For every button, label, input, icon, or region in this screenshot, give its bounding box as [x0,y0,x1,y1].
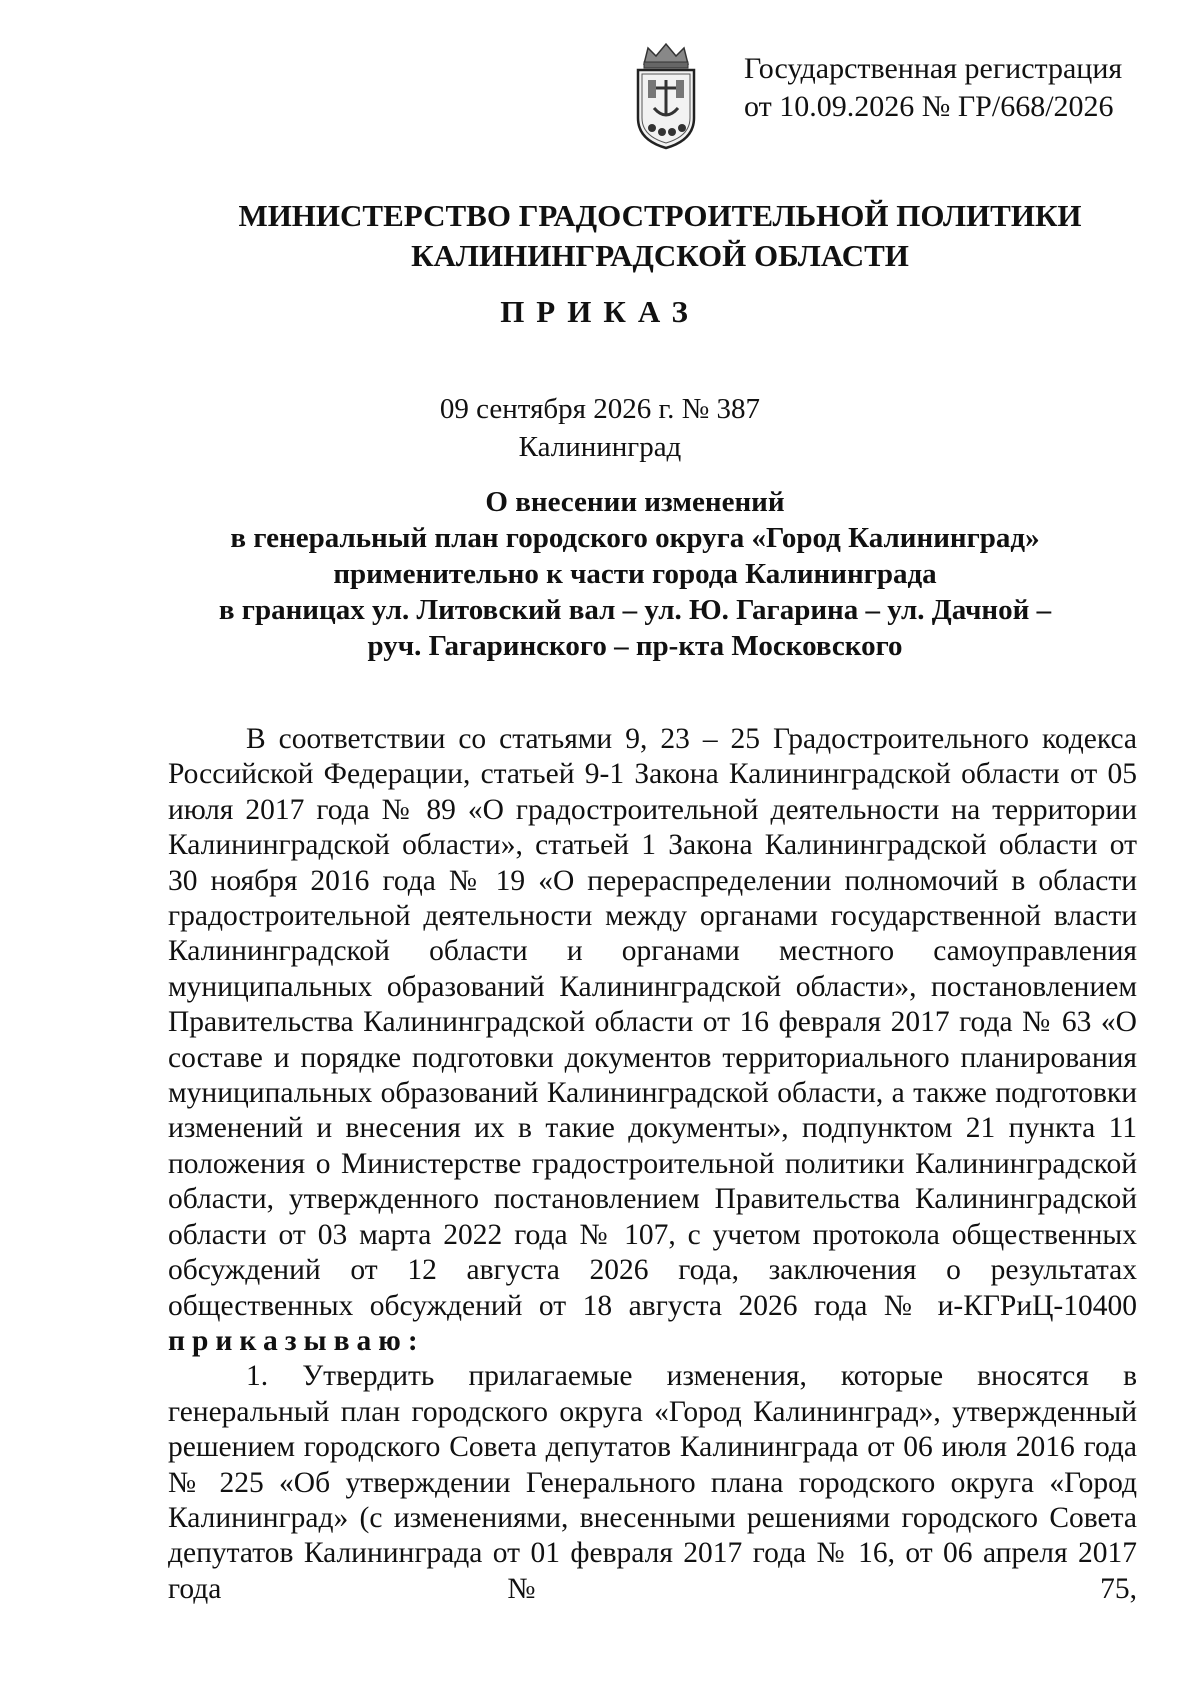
item-1-paragraph: 1. Утвердить прилагаемые изменения, которые вносятся в генеральный план городского округа «Город Калининград», утвержденный решением городского Совета депутатов Калининграда от 06 июля 2016 года № 225 «Об утверждении Генерального плана городского округа «Город Калининград» (с изменениями, внесенными решениями городского Совета депутатов Калининграда от 01 февраля 2017 года № 16, от 06 апреля 2017 года № 75, [168,1360,1137,1605]
document-subject [150,484,1120,664]
city: Калининград [518,431,682,463]
ministry-line-2: КАЛИНИНГРАДСКОЙ ОБЛАСТИ [411,238,909,273]
order-suffix: : [407,1324,418,1357]
subject-line-1: О внесении изменений [485,486,785,518]
date-and-place [0,390,1200,466]
registration-block [744,50,1134,126]
subject-line-2: в генеральный план городского округа «Город Калининград» [230,522,1040,554]
preamble-paragraph [168,722,1137,1359]
document-type: ПРИКАЗ [500,294,700,329]
preamble-text: В соответствии со статьями 9, 23 – 25 Градостроительного кодекса Российской Федерации, статьей 9-1 Закона Калининградской области от 05 июля 2017 года № 89 «О градостроительной деятельности на территории Калининградской области», статьей 1 Закона Калининградской области от 30 ноября 2016 года № 19 «О перераспределении полномочий в области градостроительной деятельности между органами государственной власти Калининградской области и органами местного самоуправления муниципальных образований Калининградской области», постановлением Правительства Калининградской области от 16 февраля 2017 года № 63 «О составе и порядке подготовки документов территориального планирования муниципальных образований Калининградской области, а также подготовки изменений и внесения их в такие документы», подпунктом 21 пункта 11 положения о Министерстве градостроительной политики Калининградской области, утвержденного постановлением Правительства Калининградской области от 03 марта 2022 года № 107, с учетом протокола общественных обсуждений от 12 августа 2026 года, заключения о результатах общественных обсуждений от 18 августа 2026 года № и-КГРиЦ-10400 [168,723,1137,1322]
registration-line-2: от 10.09.2026 № ГР/668/2026 [744,90,1114,123]
ministry-line-1: МИНИСТЕРСТВО ГРАДОСТРОИТЕЛЬНОЙ ПОЛИТИКИ [238,198,1082,233]
registration-line-1: Государственная регистрация [744,52,1123,85]
subject-line-5: руч. Гагаринского – пр-кта Московского [367,630,903,662]
ministry-name [120,196,1200,276]
document-body [168,722,1137,1607]
subject-line-3: применительно к части города Калининграда [333,558,937,590]
date-number: 09 сентября 2026 г. № 387 [439,393,761,425]
kaliningrad-coat-of-arms-icon [630,40,702,152]
order-word: приказываю [168,1324,408,1357]
subject-line-4: в границах ул. Литовский вал – ул. Ю. Гагарина – ул. Дачной – [218,594,1052,626]
